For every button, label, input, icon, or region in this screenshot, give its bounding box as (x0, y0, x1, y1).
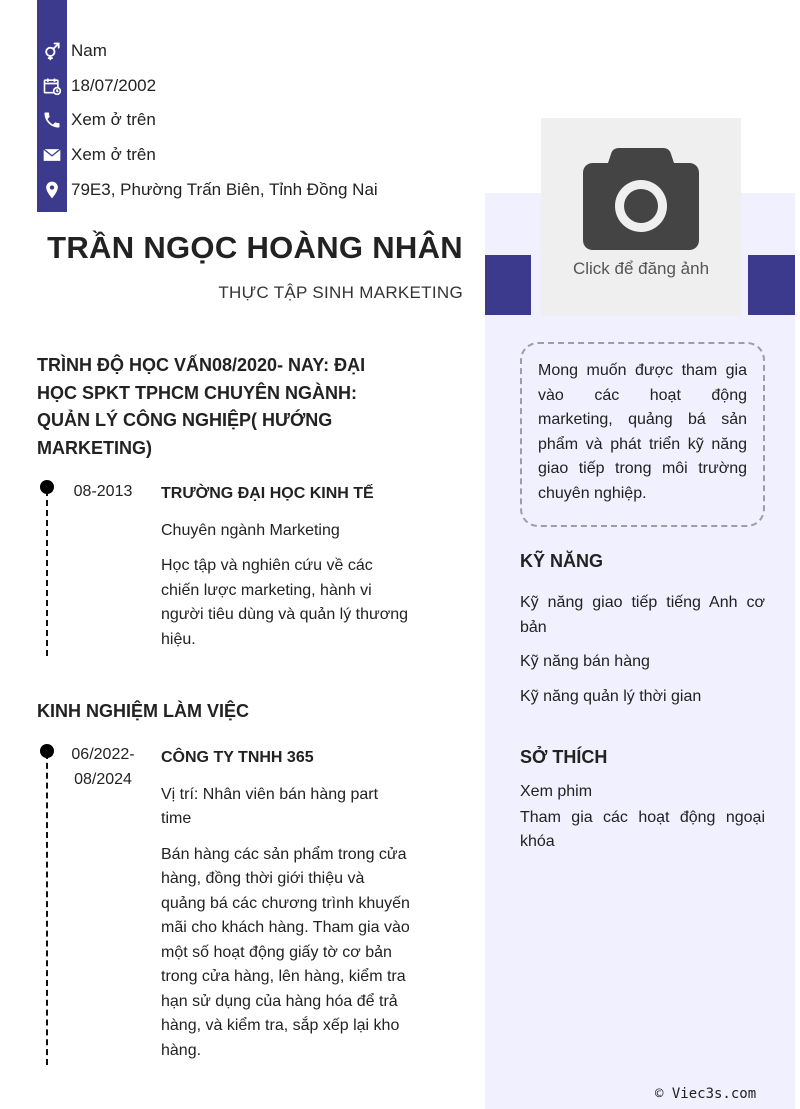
experience-timeline-line (46, 753, 48, 1065)
education-major: Chuyên ngành Marketing (161, 521, 340, 539)
contact-birthdate (37, 69, 378, 104)
calendar-icon (37, 71, 67, 101)
contact-phone (37, 103, 378, 138)
experience-date-end: 08/2024 (74, 770, 132, 788)
phone-text: Xem ở trên (71, 110, 156, 130)
hobbies-heading: SỞ THÍCH (520, 747, 608, 767)
experience-description: Bán hàng các sản phẩm trong cửa hàng, đồng thời giới thiệu và quảng bá các chương trình khuyến mãi cho khách hàng. Tham gia vào một số hoạt động giấy tờ cơ bản trong cửa hàng, lên hàng, kiểm tra hạn sử dụng của hàng hóa để trả hàng, và kiểm tra, sắp xếp lại kho hàng. (161, 845, 410, 1059)
objective-box (520, 342, 765, 527)
experience-entry (161, 746, 411, 1063)
education-heading: TRÌNH ĐỘ HỌC VẤN08/2020- NAY: ĐẠI HỌC SPKT TPHCM CHUYÊN NGÀNH: QUẢN LÝ CÔNG NGHIỆP( HƯỚNG MARKETING) (37, 355, 366, 458)
contact-list (37, 34, 378, 207)
address-text: 79E3, Phường Trấn Biên, Tỉnh Đồng Nai (71, 179, 378, 199)
phone-icon (37, 105, 67, 135)
experience-position: Vị trí: Nhân viên bán hàng part time (161, 785, 379, 827)
experience-date (63, 743, 143, 792)
gender-icon (37, 36, 67, 66)
education-date: 08-2013 (73, 483, 133, 500)
skill-item: Kỹ năng giao tiếp tiếng Anh cơ bản (520, 594, 765, 636)
school-name: TRƯỜNG ĐẠI HỌC KINH TẾ (161, 485, 374, 502)
hobby-item: Tham gia các hoạt động ngoại khóa (520, 808, 765, 850)
photo-accent-left (485, 255, 531, 315)
watermark: © Viec3s.com (655, 1086, 757, 1102)
photo-accent-right (748, 255, 795, 315)
hobby-item: Xem phim (520, 783, 593, 800)
company-name: CÔNG TY TNHH 365 (161, 749, 314, 766)
email-text: Xem ở trên (71, 145, 156, 165)
education-description: Học tập và nghiên cứu về các chiến lược marketing, hành vi người tiêu dùng và quản lý thương hiệu. (161, 557, 409, 648)
education-timeline-dot (40, 480, 54, 494)
experience-heading: KINH NGHIỆM LÀM VIỆC (37, 701, 250, 721)
skills-list (520, 591, 765, 719)
photo-upload[interactable] (541, 118, 741, 316)
experience-date-start: 06/2022- (71, 746, 135, 763)
camera-icon (581, 146, 701, 252)
education-timeline-line (46, 490, 48, 656)
birthdate-text: 18/07/2002 (71, 75, 157, 95)
contact-address (37, 172, 378, 207)
gender-text: Nam (71, 41, 107, 61)
contact-email (37, 138, 378, 173)
experience-timeline-dot (40, 744, 54, 758)
candidate-name: TRẦN NGỌC HOÀNG NHÂN (47, 230, 463, 265)
job-title: THỰC TẬP SINH MARKETING (218, 283, 463, 302)
skills-heading: KỸ NĂNG (520, 551, 604, 571)
photo-upload-label: Click để đăng ảnh (572, 259, 710, 278)
hobbies-list (520, 780, 765, 856)
contact-gender (37, 34, 378, 69)
skill-item: Kỹ năng bán hàng (520, 653, 650, 670)
envelope-icon (37, 140, 67, 170)
objective-text: Mong muốn được tham gia vào các hoạt động marketing, quảng bá sản phẩm và phát triển kỹ năng giao tiếp trong môi trường chuyên nghiệp. (538, 362, 747, 502)
education-entry (161, 482, 411, 652)
location-pin-icon (37, 175, 67, 205)
skill-item: Kỹ năng quản lý thời gian (520, 687, 702, 705)
